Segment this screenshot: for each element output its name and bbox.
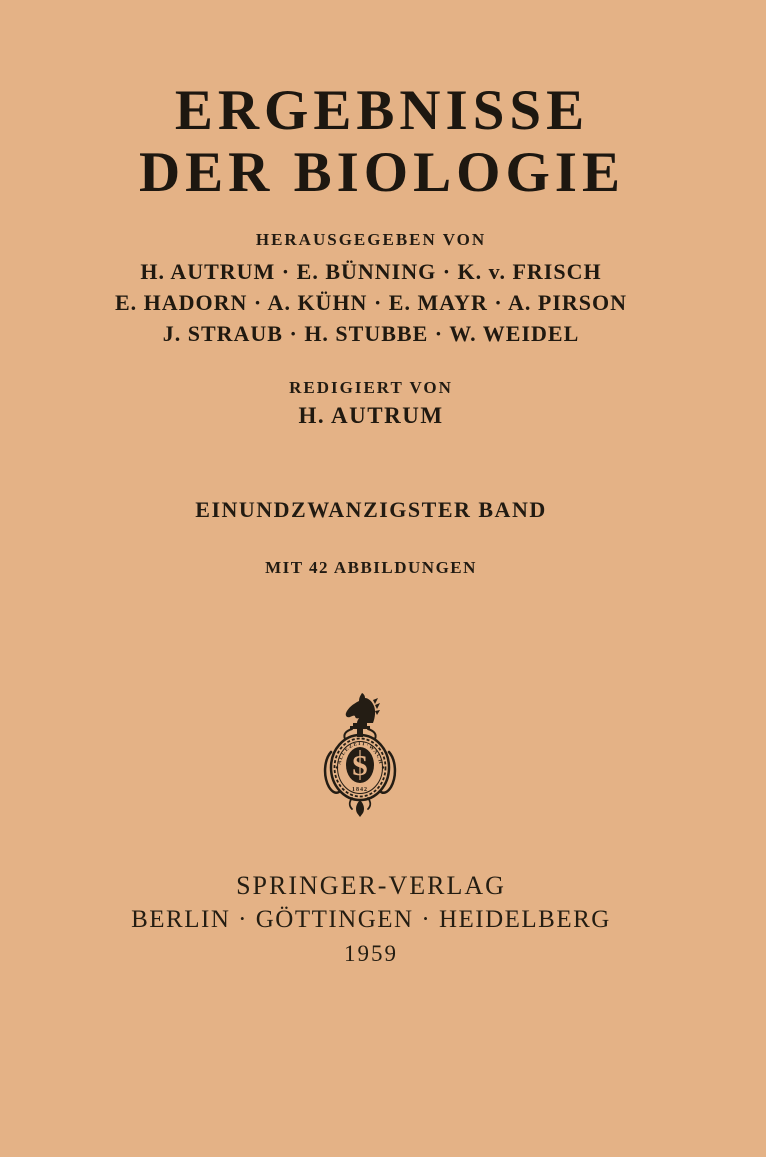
redaction-editor: H. AUTRUM: [298, 403, 444, 428]
book-title: [0, 80, 764, 204]
publisher-cities: BERLIN · GÖTTINGEN · HEIDELBERG: [131, 906, 611, 933]
emblem-motto: ALLEZEIT·WACH: [336, 740, 384, 766]
editors-list: [0, 256, 742, 349]
horse-head-icon: [346, 693, 375, 723]
emblem-monogram: S: [351, 750, 369, 782]
emblem-founding-year: 1842: [352, 787, 368, 793]
publication-year: 1959: [344, 941, 398, 966]
editors-line: H. AUTRUM · E. BÜNNING · K. v. FRISCH: [140, 259, 602, 284]
publisher-name: SPRINGER-VERLAG: [236, 871, 506, 900]
springer-knight-emblem-icon: [322, 690, 398, 818]
editors-line: E. HADORN · A. KÜHN · E. MAYR · A. PIRSON: [114, 290, 627, 315]
book-title-line2: DER BIOLOGIE: [138, 141, 626, 204]
book-title-line1: ERGEBNISSE: [174, 79, 590, 142]
volume-label: EINUNDZWANZIGSTER BAND: [195, 497, 547, 522]
redaction-heading: REDIGIERT VON: [289, 378, 453, 397]
editors-heading: HERAUSGEGEBEN VON: [255, 230, 487, 249]
volume-illustrations: MIT 42 ABBILDUNGEN: [265, 558, 477, 577]
editors-line: J. STRAUB · H. STUBBE · W. WEIDEL: [162, 321, 580, 346]
